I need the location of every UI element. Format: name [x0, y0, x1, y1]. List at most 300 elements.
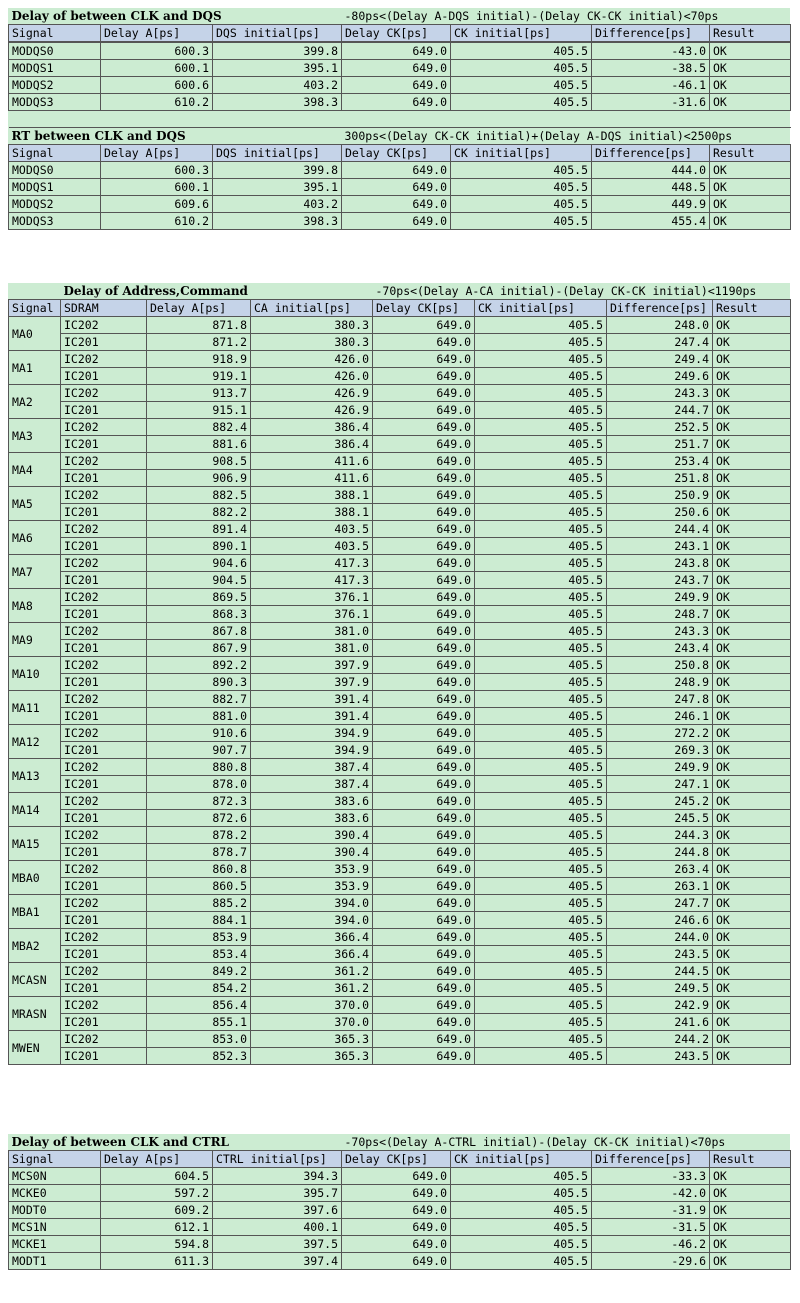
table-cell: 919.1: [147, 368, 251, 385]
table-row: [9, 1185, 791, 1202]
table-cell: 612.1: [101, 1219, 213, 1236]
table-cell: 649.0: [373, 419, 475, 436]
column-header: Delay CK[ps]: [342, 1151, 451, 1168]
table-row: [9, 980, 791, 997]
dqs-delay-table: [8, 8, 791, 42]
table-cell: 880.8: [147, 759, 251, 776]
table-row: [9, 43, 791, 60]
table-cell: OK: [713, 521, 791, 538]
table-cell: OK: [713, 742, 791, 759]
table-row: [9, 657, 791, 674]
table-cell: 245.2: [607, 793, 713, 810]
column-header: SDRAM: [61, 300, 147, 317]
table-cell: 405.5: [451, 196, 592, 213]
table-cell: 649.0: [373, 895, 475, 912]
table-cell: OK: [713, 1048, 791, 1065]
table-cell: 867.9: [147, 640, 251, 657]
table-cell: 387.4: [251, 776, 373, 793]
table-cell: 405.5: [475, 487, 607, 504]
table-cell: 405.5: [475, 504, 607, 521]
table-cell: 649.0: [373, 1048, 475, 1065]
table-cell: 243.3: [607, 623, 713, 640]
column-header: CK initial[ps]: [451, 25, 592, 42]
table-cell: 854.2: [147, 980, 251, 997]
table-cell: 405.5: [475, 878, 607, 895]
table-cell: OK: [713, 1014, 791, 1031]
table-cell: 852.3: [147, 1048, 251, 1065]
column-header: Delay A[ps]: [147, 300, 251, 317]
table-cell: IC201: [61, 878, 147, 895]
table-cell: 915.1: [147, 402, 251, 419]
table-cell: IC201: [61, 912, 147, 929]
table-cell: 890.3: [147, 674, 251, 691]
table-cell: 244.0: [607, 929, 713, 946]
table-cell: -31.6: [592, 94, 710, 111]
signal-cell: MWEN: [9, 1031, 61, 1065]
table-cell: 245.5: [607, 810, 713, 827]
table-cell: 649.0: [373, 317, 475, 334]
table-cell: 405.5: [451, 1219, 592, 1236]
table-cell: OK: [713, 555, 791, 572]
table-cell: 891.4: [147, 521, 251, 538]
signal-cell: MBA2: [9, 929, 61, 963]
table-cell: 649.0: [373, 1014, 475, 1031]
table-cell: 649.0: [342, 1253, 451, 1270]
table-cell: OK: [713, 351, 791, 368]
table-cell: 449.9: [592, 196, 710, 213]
table-cell: OK: [713, 334, 791, 351]
table-cell: IC201: [61, 674, 147, 691]
table-cell: OK: [710, 162, 791, 179]
table-cell: 244.3: [607, 827, 713, 844]
table-cell: 882.5: [147, 487, 251, 504]
table-cell: IC202: [61, 793, 147, 810]
table-cell: OK: [713, 895, 791, 912]
table-cell: 610.2: [101, 94, 213, 111]
table-cell: IC202: [61, 521, 147, 538]
section-title: RT between CLK and DQS: [9, 128, 342, 145]
table-cell: 649.0: [373, 861, 475, 878]
table-cell: 376.1: [251, 606, 373, 623]
signal-cell: MA14: [9, 793, 61, 827]
table-cell: 403.2: [213, 196, 342, 213]
table-cell: 383.6: [251, 793, 373, 810]
section-title: Delay of between CLK and CTRL: [9, 1134, 342, 1151]
table-cell: OK: [713, 589, 791, 606]
table-row: [9, 1031, 791, 1048]
table-cell: MODQS1: [9, 179, 101, 196]
table-cell: 370.0: [251, 1014, 373, 1031]
table-cell: IC202: [61, 385, 147, 402]
table-cell: 405.5: [475, 776, 607, 793]
table-cell: 417.3: [251, 555, 373, 572]
table-cell: 884.1: [147, 912, 251, 929]
table-cell: OK: [713, 385, 791, 402]
table-cell: 649.0: [373, 385, 475, 402]
table-row: [9, 555, 791, 572]
table-cell: 649.0: [373, 878, 475, 895]
table-cell: OK: [713, 606, 791, 623]
table-cell: -46.2: [592, 1236, 710, 1253]
table-cell: 405.5: [475, 793, 607, 810]
table-row: [9, 504, 791, 521]
signal-cell: MA15: [9, 827, 61, 861]
table-cell: 892.2: [147, 657, 251, 674]
table-cell: OK: [713, 725, 791, 742]
table-cell: 405.5: [475, 895, 607, 912]
table-cell: 405.5: [475, 963, 607, 980]
table-cell: 649.0: [373, 555, 475, 572]
table-cell: 251.8: [607, 470, 713, 487]
table-cell: 391.4: [251, 691, 373, 708]
table-cell: OK: [713, 691, 791, 708]
table-cell: 405.5: [451, 1168, 592, 1185]
table-cell: 395.1: [213, 60, 342, 77]
table-row: [9, 572, 791, 589]
table-cell: 448.5: [592, 179, 710, 196]
dqs-rt-title-row: [9, 128, 791, 145]
column-header: Delay CK[ps]: [342, 25, 451, 42]
table-cell: IC201: [61, 368, 147, 385]
table-cell: MCS1N: [9, 1219, 101, 1236]
column-header: Difference[ps]: [607, 300, 713, 317]
table-cell: IC202: [61, 759, 147, 776]
signal-cell: MRASN: [9, 997, 61, 1031]
table-cell: 649.0: [342, 1219, 451, 1236]
table-cell: 405.5: [475, 997, 607, 1014]
table-cell: 649.0: [342, 77, 451, 94]
table-cell: 649.0: [342, 60, 451, 77]
table-cell: 253.4: [607, 453, 713, 470]
table-row: [9, 436, 791, 453]
table-row: [9, 725, 791, 742]
table-cell: 649.0: [373, 436, 475, 453]
table-cell: IC201: [61, 742, 147, 759]
spacer-row: [9, 111, 791, 128]
table-cell: 252.5: [607, 419, 713, 436]
table-row: [9, 521, 791, 538]
table-cell: 872.3: [147, 793, 251, 810]
table-cell: 380.3: [251, 317, 373, 334]
table-cell: IC202: [61, 623, 147, 640]
table-cell: MODT1: [9, 1253, 101, 1270]
table-cell: 918.9: [147, 351, 251, 368]
table-cell: IC201: [61, 606, 147, 623]
dqs-delay-body: [8, 42, 791, 127]
table-cell: OK: [713, 980, 791, 997]
table-cell: 649.0: [373, 946, 475, 963]
table-cell: 417.3: [251, 572, 373, 589]
table-cell: 600.6: [101, 77, 213, 94]
table-cell: IC202: [61, 997, 147, 1014]
column-header: Delay CK[ps]: [373, 300, 475, 317]
table-cell: MODT0: [9, 1202, 101, 1219]
signal-cell: MA5: [9, 487, 61, 521]
table-cell: IC201: [61, 776, 147, 793]
table-cell: 366.4: [251, 946, 373, 963]
table-cell: 405.5: [475, 572, 607, 589]
table-row: [9, 1048, 791, 1065]
table-row: [9, 776, 791, 793]
table-cell: 390.4: [251, 827, 373, 844]
table-cell: 600.1: [101, 179, 213, 196]
section-title: Delay of Address,Command: [61, 283, 373, 300]
table-cell: 849.2: [147, 963, 251, 980]
table-cell: OK: [713, 997, 791, 1014]
table-cell: 649.0: [373, 708, 475, 725]
table-cell: OK: [713, 776, 791, 793]
table-cell: 882.2: [147, 504, 251, 521]
table-cell: 405.5: [451, 77, 592, 94]
table-cell: 248.0: [607, 317, 713, 334]
signal-cell: MA0: [9, 317, 61, 351]
table-cell: 405.5: [475, 402, 607, 419]
signal-cell: MA3: [9, 419, 61, 453]
table-row: [9, 912, 791, 929]
table-cell: 397.9: [251, 674, 373, 691]
table-row: [9, 793, 791, 810]
table-row: [9, 1014, 791, 1031]
table-cell: 890.1: [147, 538, 251, 555]
signal-cell: MA2: [9, 385, 61, 419]
table-cell: 405.5: [475, 521, 607, 538]
table-cell: IC201: [61, 1048, 147, 1065]
table-header-row: [9, 145, 791, 162]
table-row: [9, 1236, 791, 1253]
column-header: Result: [710, 145, 791, 162]
table-cell: 405.5: [475, 946, 607, 963]
table-cell: IC202: [61, 555, 147, 572]
table-cell: OK: [710, 1219, 791, 1236]
table-cell: IC201: [61, 402, 147, 419]
table-cell: 405.5: [475, 606, 607, 623]
table-cell: 394.9: [251, 725, 373, 742]
table-cell: MODQS3: [9, 94, 101, 111]
table-cell: 853.4: [147, 946, 251, 963]
table-cell: OK: [713, 402, 791, 419]
table-row: [9, 179, 791, 196]
table-cell: 365.3: [251, 1031, 373, 1048]
table-cell: 405.5: [475, 538, 607, 555]
table-cell: 400.1: [213, 1219, 342, 1236]
table-cell: 853.0: [147, 1031, 251, 1048]
table-row: [9, 810, 791, 827]
table-cell: 403.5: [251, 538, 373, 555]
signal-cell: MA6: [9, 521, 61, 555]
table-cell: OK: [713, 436, 791, 453]
table-cell: OK: [710, 1185, 791, 1202]
table-row: [9, 708, 791, 725]
table-cell: IC202: [61, 827, 147, 844]
table-cell: 649.0: [342, 43, 451, 60]
table-cell: OK: [713, 623, 791, 640]
table-cell: 405.5: [475, 742, 607, 759]
column-header: Difference[ps]: [592, 1151, 710, 1168]
table-cell: OK: [713, 657, 791, 674]
table-cell: OK: [710, 60, 791, 77]
table-cell: OK: [713, 878, 791, 895]
table-cell: OK: [713, 317, 791, 334]
table-cell: 405.5: [475, 623, 607, 640]
table-cell: 649.0: [373, 453, 475, 470]
table-cell: 855.1: [147, 1014, 251, 1031]
table-cell: 388.1: [251, 504, 373, 521]
table-cell: MODQS2: [9, 77, 101, 94]
table-cell: 381.0: [251, 623, 373, 640]
table-cell: 649.0: [373, 623, 475, 640]
table-cell: 405.5: [475, 470, 607, 487]
table-cell: 405.5: [475, 657, 607, 674]
table-cell: IC201: [61, 538, 147, 555]
table-cell: OK: [710, 94, 791, 111]
table-cell: MODQS2: [9, 196, 101, 213]
table-cell: 399.8: [213, 162, 342, 179]
table-cell: 397.6: [213, 1202, 342, 1219]
table-cell: 649.0: [373, 912, 475, 929]
table-cell: IC201: [61, 708, 147, 725]
table-cell: 249.6: [607, 368, 713, 385]
table-row: [9, 963, 791, 980]
table-row: [9, 60, 791, 77]
table-cell: IC202: [61, 861, 147, 878]
table-cell: -42.0: [592, 1185, 710, 1202]
table-cell: OK: [713, 708, 791, 725]
table-cell: 649.0: [373, 725, 475, 742]
column-header: DQS initial[ps]: [213, 25, 342, 42]
table-cell: 869.5: [147, 589, 251, 606]
table-row: [9, 742, 791, 759]
table-cell: 397.5: [213, 1236, 342, 1253]
table-cell: 405.5: [475, 929, 607, 946]
table-row: [9, 351, 791, 368]
table-cell: 405.5: [475, 691, 607, 708]
table-row: [9, 334, 791, 351]
table-cell: 649.0: [342, 1236, 451, 1253]
table-cell: MODQS3: [9, 213, 101, 230]
table-cell: 365.3: [251, 1048, 373, 1065]
table-row: [9, 402, 791, 419]
table-cell: 405.5: [475, 436, 607, 453]
table-cell: 247.4: [607, 334, 713, 351]
table-cell: 243.4: [607, 640, 713, 657]
table-cell: 405.5: [475, 810, 607, 827]
table-cell: IC201: [61, 572, 147, 589]
table-cell: 405.5: [475, 1031, 607, 1048]
table-cell: 649.0: [373, 759, 475, 776]
table-cell: 249.5: [607, 980, 713, 997]
table-cell: IC202: [61, 419, 147, 436]
table-row: [9, 453, 791, 470]
table-cell: OK: [713, 759, 791, 776]
table-cell: 649.0: [373, 538, 475, 555]
table-cell: 405.5: [475, 980, 607, 997]
table-cell: 881.6: [147, 436, 251, 453]
signal-cell: MA1: [9, 351, 61, 385]
table-cell: -33.3: [592, 1168, 710, 1185]
table-cell: 397.9: [251, 657, 373, 674]
table-cell: OK: [710, 1253, 791, 1270]
column-header: Difference[ps]: [592, 25, 710, 42]
column-header: Delay A[ps]: [101, 145, 213, 162]
table-cell: 405.5: [451, 43, 592, 60]
table-cell: -43.0: [592, 43, 710, 60]
table-row: [9, 368, 791, 385]
table-cell: IC201: [61, 980, 147, 997]
column-header: Result: [710, 25, 791, 42]
table-row: [9, 861, 791, 878]
table-row: [9, 691, 791, 708]
table-cell: 390.4: [251, 844, 373, 861]
dqs-rt-table: [8, 127, 791, 230]
table-row: [9, 487, 791, 504]
table-cell: 904.5: [147, 572, 251, 589]
table-row: [9, 1202, 791, 1219]
table-cell: IC202: [61, 351, 147, 368]
table-header-row: [9, 25, 791, 42]
table-cell: 383.6: [251, 810, 373, 827]
table-row: [9, 827, 791, 844]
table-cell: 405.5: [475, 419, 607, 436]
table-cell: IC201: [61, 470, 147, 487]
table-cell: 403.2: [213, 77, 342, 94]
table-cell: 388.1: [251, 487, 373, 504]
signal-cell: MA12: [9, 725, 61, 759]
table-cell: -46.1: [592, 77, 710, 94]
signal-cell: MBA1: [9, 895, 61, 929]
table-cell: 649.0: [373, 997, 475, 1014]
signal-cell: MA8: [9, 589, 61, 623]
table-cell: 243.5: [607, 946, 713, 963]
table-cell: 249.4: [607, 351, 713, 368]
column-header: DQS initial[ps]: [213, 145, 342, 162]
table-cell: OK: [713, 674, 791, 691]
table-row: [9, 538, 791, 555]
table-cell: 397.4: [213, 1253, 342, 1270]
table-row: [9, 94, 791, 111]
table-cell: 611.3: [101, 1253, 213, 1270]
column-header: Delay A[ps]: [101, 25, 213, 42]
dqs-delay-title-row: [9, 8, 791, 25]
table-cell: 649.0: [373, 334, 475, 351]
table-cell: 853.9: [147, 929, 251, 946]
table-cell: -38.5: [592, 60, 710, 77]
table-cell: OK: [710, 213, 791, 230]
table-cell: -31.9: [592, 1202, 710, 1219]
table-cell: 376.1: [251, 589, 373, 606]
table-cell: 649.0: [373, 351, 475, 368]
table-cell: OK: [710, 77, 791, 94]
table-cell: 249.9: [607, 589, 713, 606]
table-cell: 244.8: [607, 844, 713, 861]
table-cell: 411.6: [251, 453, 373, 470]
table-cell: IC201: [61, 334, 147, 351]
table-cell: 649.0: [373, 640, 475, 657]
table-cell: 649.0: [342, 162, 451, 179]
table-cell: 426.9: [251, 402, 373, 419]
table-cell: 649.0: [342, 1168, 451, 1185]
table-cell: 405.5: [451, 1202, 592, 1219]
table-row: [9, 162, 791, 179]
table-cell: 246.6: [607, 912, 713, 929]
table-cell: 405.5: [475, 589, 607, 606]
table-cell: 878.0: [147, 776, 251, 793]
table-cell: OK: [713, 470, 791, 487]
table-cell: 878.7: [147, 844, 251, 861]
table-cell: IC202: [61, 725, 147, 742]
table-cell: 398.3: [213, 94, 342, 111]
table-cell: 405.5: [475, 453, 607, 470]
table-cell: 411.6: [251, 470, 373, 487]
